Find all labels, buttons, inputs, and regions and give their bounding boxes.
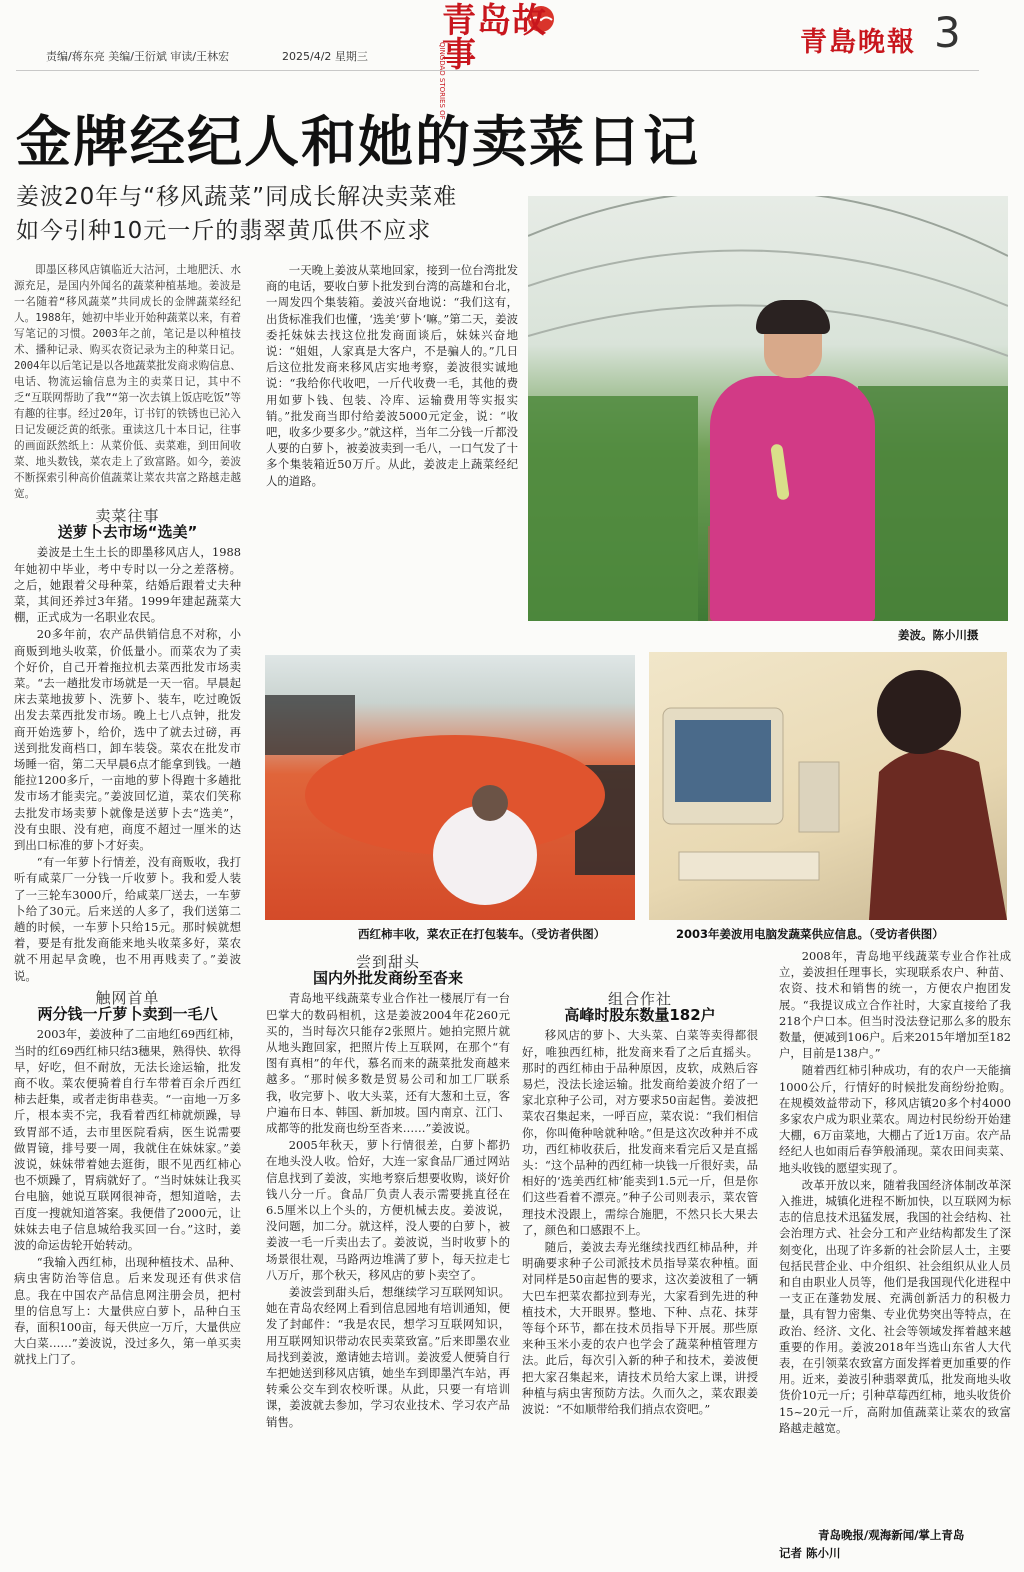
paragraph: “有一年萝卜行情差，没有商贩收，我打听有咸菜厂一分钱一斤收萝卜。我和爱人装了一三轮车3000斤，给咸菜厂送去，一车萝卜给了30元。后来送的人多了，我们送第二趟的时候，一车萝卜只给15元。那时候就想着，要是有批发商能来地头收菜多好，菜农就不用起早贪晚，也不用再贱卖了。”姜波说。 xyxy=(14,855,241,983)
section-kicker: 卖菜往事 xyxy=(95,507,160,525)
header-divider xyxy=(16,70,979,71)
paragraph: 青岛地平线蔬菜专业合作社一楼展厅有一台巴掌大的数码相机，这是姜波2004年花260元买的，当时每次只能存2张照片。她拍完照片就从地头跑回家，把照片传上互联网，在那个“有图有真相”的年代，慕名而来的蔬菜批发商越来越多。“那时候多数是贸易公司和加工厂联系我，收完萝卜、收大头菜，还有大葱和土豆，客户遍布日本、韩国、新加坡。国内南京、江门、成都等的批发商也纷至沓来……”姜波说。 xyxy=(266,991,510,1136)
main-photo-caption: 姜波。陈小川摄 xyxy=(898,628,979,642)
column-1 xyxy=(14,262,241,1557)
article-subhead-2: 如今引种10元一斤的翡翠黄瓜供不应求 xyxy=(16,218,432,244)
paragraph: 随着西红柿引种成功，有的农户一天能摘1000公斤，行情好的时候批发商纷纷抢购。在规模效益带动下，移风店镇20多个村4000多家农户成为职业菜农。周边村民纷纷开始建大棚，6万亩菜地，大棚占了近1万亩。农产品经纪人也如雨后春笋般涌现。菜农田间卖菜、地头收钱的愿望实现了。 xyxy=(779,1063,1011,1175)
paper-masthead: 青島晚報 xyxy=(800,27,916,58)
byline-reporter: 记者 陈小川 xyxy=(779,1546,841,1560)
paragraph: 20多年前，农产品供销信息不对称，小商贩到地头收菜，价低量小。而菜农为了卖个好价，自己开着拖拉机去菜西批发市场卖菜。“去一趟批发市场就是一天一宿。早晨起床去菜地拔萝卜、洗萝卜、装车，吃过晚饭出发去菜西批发市场。晚上七八点钟，批发商开始选萝卜，给价，选中了就去过磅，再送到批发商档口，卸车装袋。菜农在批发市场睡一宿，第二天早晨6点才能拿到钱。一趟能拉1200多斤，一亩地的萝卜得跑十多趟批发市场才能卖完。”姜波回忆道，菜农们笑称去批发市场卖萝卜就像是送萝卜去“选美”，没有虫眼、没有疤，商度不超过一厘米的达到出口标准的萝卜才好卖。 xyxy=(14,627,241,853)
section-title: 高峰时股东数量182户 xyxy=(564,1006,716,1025)
logo-english: QINGDAO STORIES OF xyxy=(438,42,446,120)
section-kicker: 组合作社 xyxy=(607,990,672,1008)
section-header-4 xyxy=(522,991,758,1023)
tomato-photo-caption: 西红柿丰收，菜农正在打包装车。（受访者供图） xyxy=(358,927,606,941)
paragraph: 姜波是土生土长的即墨移风店人，1988年她初中毕业，考中专时以一分之差落榜。之后，她跟着父母种菜，结婚后跟着丈夫种菜，其间还养过3年猪。1999年建起蔬菜大棚，正式成为一名职业农民。 xyxy=(14,545,241,625)
paragraph: 2005年秋天，萝卜行情很差，白萝卜都扔在地头没人收。恰好，大连一家食品厂通过网站信息找到了姜波，实地考察后想要收购，谈好价钱八分一斤。食品厂负责人表示需要挑直径在6.5厘米以上个头的，方便机械去皮。姜波说，没问题，加二分。就这样，没人要的白萝卜，被姜波一毛一斤卖出去了。姜波说，当时收萝卜的场景很壮观，马路两边堆满了萝卜，每天拉走七八万斤，那个秋天，移风店的萝卜卖空了。 xyxy=(266,1138,510,1282)
main-photo xyxy=(528,196,1008,621)
column-4 xyxy=(779,948,1011,1516)
person-jacket xyxy=(710,376,875,621)
logo-text: 青岛故事 xyxy=(442,1,547,75)
column-2-upper xyxy=(266,262,518,640)
editors-credit: 责编/蒋东亮 美编/王衍斌 审读/王林宏 xyxy=(46,50,230,63)
column-logo xyxy=(438,1,560,120)
article-headline: 金牌经纪人和她的卖菜日记 xyxy=(16,110,701,174)
paragraph: 移风店的萝卜、大头菜、白菜等卖得都很好，唯独西红柿，批发商来看了之后直摇头。那时的西红柿由于品种原因，皮软，成熟后容易烂，没法长途运输。批发商给姜波介绍了一家北京种子公司，对方要求50亩起售。姜波把菜农召集起来，一呼百应，菜农说：“我们相信你，你叫俺种啥就种啥。”但是这次改种并不成功，西红柿收获后，批发商来看完后又是直摇头：“这个品种的西红柿一块钱一斤很好卖，品相好的‘选美西红柿’能卖到1.5元一斤，但是你们这些看着不漂亮。”种子公司则表示，菜农管理技术没跟上，需综合施肥，不然只长大果去了，颜色和口感跟不上。 xyxy=(522,1028,758,1237)
article-intro: 即墨区移风店镇临近大沽河，土地肥沃、水源充足，是国内外闻名的蔬菜种植基地。姜波是一名随着“移风蔬菜”共同成长的金牌蔬菜经纪人。1988年，她初中毕业开始种蔬菜以来，有着写笔记的习惯。2003年之前，笔记是以种植技术、播种记录、购买农资记录为主的种菜日记。2004年以后笔记是以各地蔬菜批发商求购信息、电话、物流运输信息为主的卖菜日记，其中不乏“互联网帮助了我”“第一次去镇上饭店吃饭”等有趣的往事。经过20年，订书钉的铁锈也已沁入日记发硬泛黄的纸张。重读这几十本日记，往事的画面跃然纸上：从菜价低、卖菜难，到田间收菜、地头数钱，菜农走上了致富路。如今，姜波不断探索引种高价值蔬菜让菜农共富之路越走越宽。 xyxy=(14,264,241,500)
section-title: 国内外批发商纷至沓来 xyxy=(312,969,463,988)
byline-outlet: 青岛晚报/观海新闻/掌上青岛 xyxy=(818,1528,965,1542)
paragraph: 2003年，姜波种了二亩地红69西红柿，当时的红69西红柿只结3穗果，熟得快、软得早，好吃，但不耐放，无法长途运输，批发商不收。菜农便骑着自行车带着百余斤西红柿去赶集，或者走街串巷卖。“一亩地一万多斤，根本卖不完，我看着西红柿就烦躁，导致胃部不适，去市里医院看病，医生说需要做胃镜，排号要一周，我就住在妹妹家。”姜波说，妹妹带着她去逛街，眼不见西红柿心也不烦躁了，胃病就好了。“当时妹妹让我买台电脑，她说互联网很神奇，想知道啥，去百度一搜就知道答案。我便借了2000元，让妹妹去电子信息城给我买回一台。”这时，姜波的命运齿轮开始转动。 xyxy=(14,1027,241,1252)
section-title: 送萝卜去市场“选美” xyxy=(57,523,198,542)
column-2-lower xyxy=(266,948,510,1556)
paragraph: “我输入西红柿，出现种植技术、品种、病虫害防治等信息。后来发现还有供求信息。我在中国农产品信息网注册会员，把村里的信息写上：大量供应白萝卜，品种白玉春，面积100亩，每天供应一万斤，大量供应大白菜……”姜波说，没过多久，第一单买卖就找上门了。 xyxy=(14,1255,241,1367)
person-hair xyxy=(756,300,830,334)
computer-photo-caption: 2003年姜波用电脑发蔬菜供应信息。（受访者供图） xyxy=(676,927,944,941)
section-kicker: 尝到甜头 xyxy=(355,953,420,971)
section-kicker: 触网首单 xyxy=(95,988,160,1007)
section-header-2 xyxy=(14,990,241,1022)
paragraph: 随后，姜波去寿光继续找西红柿品种，并明确要求种子公司派技术员指导菜农种植。面对同样是50亩起售的要求，这次姜波租了一辆大巴车把菜农都拉到寿光，大家看到先进的种植技术，大开眼界。整地、下种、点花、抹芽等每个环节，都在技术员指导下开展。那些原来种玉米小麦的农户也学会了蔬菜种植管理方法。此后，每次引入新的种子和技术，姜波便把大家召集起来，请技术员给大家上课，讲授种植与病虫害预防方法。久而久之，菜农跟姜波说：“不如顺带给我们捎点农资吧。” xyxy=(522,1240,758,1417)
tomato-photo xyxy=(265,655,635,920)
section-title: 两分钱一斤萝卜卖到一毛八 xyxy=(37,1005,218,1024)
page-number: 3 xyxy=(934,8,961,57)
column-3 xyxy=(522,985,758,1557)
article-subhead-1: 姜波20年与“移风蔬菜”同成长解决卖菜难 xyxy=(16,184,458,210)
issue-date: 2025/4/2 星期三 xyxy=(282,50,368,63)
paragraph: 一天晚上姜波从菜地回家，接到一位台湾批发商的电话，要收白萝卜批发到台湾的高雄和台北，一周发四个集装箱。姜波兴奋地说：“我们这有，出货标准我们也懂，‘选美’萝卜‘嘛。”第二天，姜波委托妹妹去找这位批发商面谈后，妹妹兴奋地说：“姐姐，人家真是大客户，不是骗人的。”几日后这位批发商来移风店实地考察，姜波很实诚地说：“我给你代收吧，一斤代收费一毛，其他的费用如萝卜钱、包装、冷库、运输费用等实报实销。”批发商当即付给姜波5000元定金，说：“收吧，收多少要多少。”就这样，当年二分钱一斤都没人要的白萝卜，被姜波卖到一毛八，一口气发了十多个集装箱近50万斤。从此，姜波走上蔬菜经纪人的道路。 xyxy=(266,263,518,488)
paragraph: 改革开放以来，随着我国经济体制改革深入推进，城镇化进程不断加快，以互联网为标志的信息技术迅猛发展，我国的社会结构、社会治理方式、社会分工和产业结构都发生了深刻变化，出现了许多新的社会阶层人士，主要包括民营企业、中介组织、社会组织从业人员和自由职业人员等，他们是我国现代化进程中一支正在蓬勃发展、充满创新活力的积极力量，具有智力密集、专业优势突出等特点，在政治、经济、文化、社会等领域发挥着越来越重要的作用。姜波2018年当选山东省人大代表，在引领菜农致富方面发挥着更加重要的作用。近来，姜波引种翡翠黄瓜，批发商地头收货价10元一斤；引种草莓西红柿，地头收货价15~20元一斤，高附加值蔬菜让菜农的致富路越走越宽。 xyxy=(779,1177,1011,1435)
section-header-1 xyxy=(14,508,241,540)
paragraph: 姜波尝到甜头后，想继续学习互联网知识。她在青岛农经网上看到信息园地有培训通知，便发了封邮件：“我是农民，想学习互联网知识，用互联网知识带动农民卖菜致富。”后来即墨农业局找到姜波，邀请她去培训。姜波爱人便骑自行车把她送到移风店镇，她坐车到即墨汽车站，再转乘公交车到农校听课。从此，只要一有培训课，姜波就去参加，学习农业技术、学习农产品销售。 xyxy=(266,1285,510,1429)
section-header-3 xyxy=(266,954,510,986)
paragraph: 2008年，青岛地平线蔬菜专业合作社成立，姜波担任理事长，实现联系农户、种苗、农资、技术和销售的统一，方便农户抱团发展。“我提议成立合作社时，大家直接给了我218个户口本。但当时没法登记那么多的股东数量，便减到106户。后来2015年增加至182户，目前是138户。” xyxy=(779,949,1011,1061)
computer-photo xyxy=(649,652,1007,920)
